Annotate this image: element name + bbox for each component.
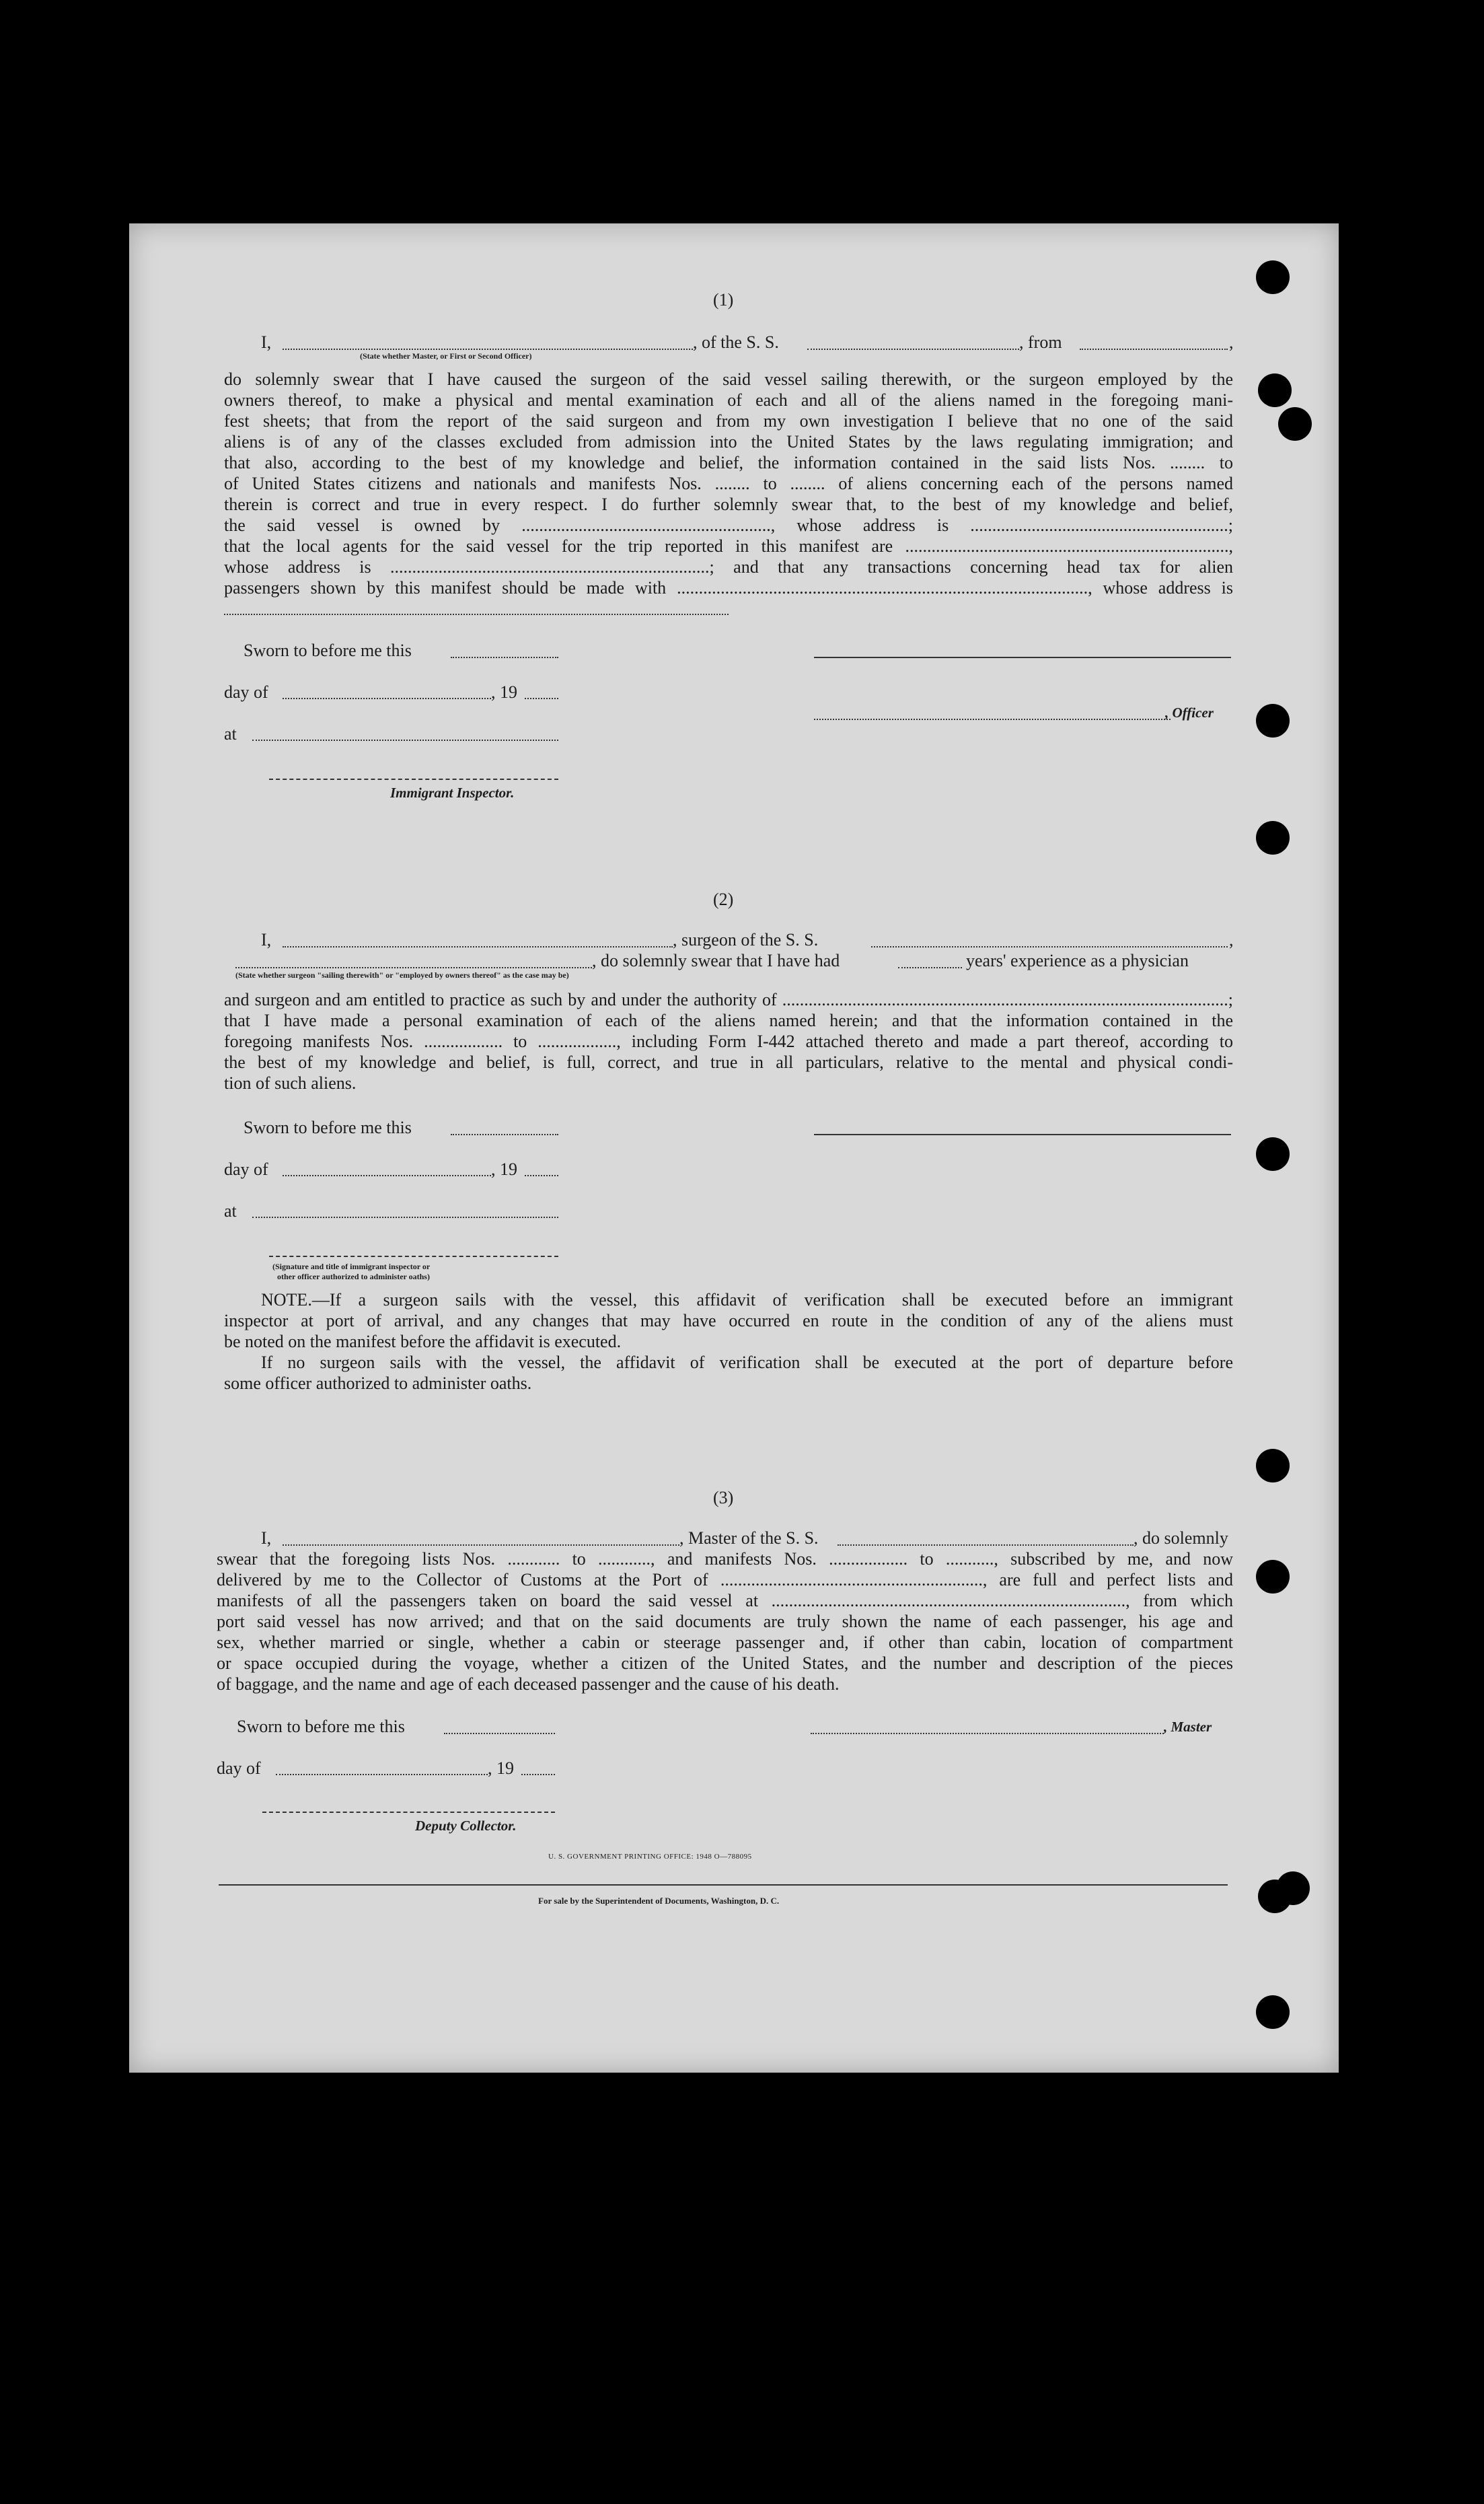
s1-body-line: whose address is .........................................................................; and that any transactions concerning head tax for alien xyxy=(224,557,1233,577)
s2-sworn-label: Sworn to before me this xyxy=(244,1118,412,1137)
punch-hole xyxy=(1256,260,1290,294)
s1-from-label: , from xyxy=(1019,332,1062,352)
s3-i-label: I, xyxy=(261,1528,272,1548)
s2-note-line: some officer authorized to administer oaths. xyxy=(224,1373,532,1393)
gpo-imprint: U. S. GOVERNMENT PRINTING OFFICE: 1948 O—788095 xyxy=(548,1853,752,1861)
s1-of-ss-label: , of the S. S. xyxy=(693,332,779,352)
s1-body-line: that the local agents for the said vessel for the trip reported in this manifest are .........................................................................., xyxy=(224,536,1233,556)
s3-body xyxy=(217,1548,1233,1694)
s2-body xyxy=(224,989,1233,1094)
s1-i-label: I, xyxy=(261,332,272,352)
s2-years-field[interactable] xyxy=(898,967,962,968)
s3-sworn-label: Sworn to before me this xyxy=(237,1717,405,1736)
s1-body-line: that also, according to the best of my knowledge and belief, the information contained in the said lists Nos. ........ to xyxy=(224,453,1233,472)
s1-inspector-label: Immigrant Inspector. xyxy=(390,785,515,801)
s3-day-of-label: day of xyxy=(217,1758,261,1778)
punch-hole xyxy=(1256,821,1290,855)
s3-body-line: delivered by me to the Collector of Customs at the Port of ............................................................, are full and perfect lists and xyxy=(217,1570,1233,1589)
s2-sworn-field[interactable] xyxy=(451,1134,558,1135)
s3-body-line: sex, whether married or single, whether a cabin or steerage passenger and, if other than cabin, location of compartment xyxy=(217,1633,1233,1652)
s2-day-of-label: day of xyxy=(224,1159,268,1179)
punch-hole xyxy=(1276,1871,1310,1905)
punch-hole xyxy=(1256,1560,1290,1594)
s1-body xyxy=(224,369,1233,598)
section-2-number: (2) xyxy=(713,890,734,909)
s2-note-line: If no surgeon sails with the vessel, the affidavit of verification shall be executed at the port of departure before xyxy=(261,1353,1233,1372)
s1-year-label: , 19 xyxy=(491,682,517,702)
s2-body-line: and surgeon and am entitled to practice as such by and under the authority of ......................................................................................................; xyxy=(224,990,1233,1009)
s2-signature-line[interactable] xyxy=(814,1134,1231,1135)
for-sale-line: For sale by the Superintendent of Documents, Washington, D. C. xyxy=(538,1896,780,1906)
s2-note xyxy=(224,1289,1233,1394)
s1-officer-label: , Officer xyxy=(1165,705,1214,721)
s2-note-line: NOTE.—If a surgeon sails with the vessel, this affidavit of verification shall be executed before an immigrant xyxy=(261,1290,1233,1310)
section-3-number: (3) xyxy=(713,1488,734,1507)
s1-body-line: the said vessel is owned by ........................................................., whose address is ...........................................................; xyxy=(224,515,1233,535)
s3-master-field[interactable] xyxy=(811,1733,1164,1734)
s1-year-field[interactable] xyxy=(525,698,558,699)
s2-at-label: at xyxy=(224,1201,237,1221)
s3-body-line: port said vessel has now arrived; and that on the said documents are truly shown the name of each passenger, his age and xyxy=(217,1612,1233,1631)
s2-year-field[interactable] xyxy=(525,1175,558,1176)
s1-body-line: aliens is of any of the classes excluded from admission into the United States by the laws regulating immigration; and xyxy=(224,432,1233,452)
s1-body-line: of United States citizens and nationals and manifests Nos. ........ to ........ of aliens concerning each of the persons named xyxy=(224,474,1233,493)
s3-sworn-field[interactable] xyxy=(444,1733,555,1734)
s1-day-field[interactable] xyxy=(283,698,491,699)
footer-rule xyxy=(219,1884,1228,1886)
s3-collector-line[interactable] xyxy=(262,1812,555,1813)
s3-master-sign-label: , Master xyxy=(1164,1719,1212,1735)
s2-surgeon-note: (State whether surgeon "sailing therewith" or "employed by owners thereof" as the case may be) xyxy=(235,970,569,980)
s2-note-line: inspector at port of arrival, and any changes that may have occurred en route in the condition of any of the aliens must xyxy=(224,1311,1233,1330)
s2-vessel-field[interactable] xyxy=(871,946,1228,947)
s3-body-line: swear that the foregoing lists Nos. ............ to ............, and manifests Nos. .................. to ..........., subscribed by me, and now xyxy=(217,1549,1233,1569)
s2-body-line: the best of my knowledge and belief, is full, correct, and true in all particulars, relative to the mental and physical condi- xyxy=(224,1052,1233,1072)
s2-swear-label: , do solemnly swear that I have had xyxy=(592,951,840,970)
s1-body-line: do solemnly swear that I have caused the surgeon of the said vessel sailing therewith, or the surgeon employed by the xyxy=(224,369,1233,389)
s3-swear-label: , do solemnly xyxy=(1134,1528,1228,1548)
s2-surgeon-name-field[interactable] xyxy=(283,946,673,947)
s2-signature-note-2: other officer authorized to administer oaths) xyxy=(277,1272,430,1281)
s1-officer-name-field[interactable] xyxy=(283,349,693,350)
s2-inspector-line[interactable] xyxy=(269,1256,558,1257)
s1-from-field[interactable] xyxy=(1080,349,1228,350)
s3-body-line: of baggage, and the name and age of each deceased passenger and the cause of his death. xyxy=(217,1674,840,1694)
s3-year-label: , 19 xyxy=(488,1758,514,1778)
s1-address-field[interactable] xyxy=(224,614,729,615)
s2-body-line: that I have made a personal examination of each of the aliens named herein; and that the information contained in the xyxy=(224,1011,1233,1030)
s2-i-label: I, xyxy=(261,930,272,950)
s1-sworn-label: Sworn to before me this xyxy=(244,641,412,660)
s2-day-field[interactable] xyxy=(283,1175,491,1176)
s2-signature-note-1: (Signature and title of immigrant inspector or xyxy=(272,1262,431,1271)
s1-vessel-field[interactable] xyxy=(807,349,1019,350)
s1-master-note: (State whether Master, or First or Second Officer) xyxy=(360,351,532,361)
s2-note-line: be noted on the manifest before the affidavit is executed. xyxy=(224,1332,622,1351)
s1-body-line: fest sheets; that from the report of the said surgeon and from my own investigation I believe that no one of the said xyxy=(224,411,1233,431)
s2-comma: , xyxy=(1229,930,1234,950)
s1-inspector-line[interactable] xyxy=(269,779,558,780)
s3-name-field[interactable] xyxy=(283,1544,679,1546)
punch-hole xyxy=(1256,1449,1290,1482)
s1-body-line: passengers shown by this manifest should be made with .............................................................................................., whose address is xyxy=(224,578,1233,598)
s2-years-label: years' experience as a physician xyxy=(966,951,1189,970)
punch-hole xyxy=(1258,373,1292,407)
punch-hole xyxy=(1256,1995,1290,2029)
s1-officer-field[interactable] xyxy=(814,719,1171,720)
s3-body-line: or space occupied during the voyage, whether a citizen of the United States, and the number and description of the pieces xyxy=(217,1653,1233,1673)
s1-at-field[interactable] xyxy=(252,740,558,741)
s2-body-line: foregoing manifests Nos. .................. to .................., including Form I-442 attached thereto and made a part thereof, according to xyxy=(224,1032,1233,1051)
section-1-number: (1) xyxy=(713,290,734,310)
s3-body-line: manifests of all the passengers taken on board the said vessel at ................................................................................., from which xyxy=(217,1591,1233,1610)
s1-at-label: at xyxy=(224,724,237,744)
s1-sworn-field[interactable] xyxy=(451,657,558,658)
s2-body-line: tion of such aliens. xyxy=(224,1073,357,1093)
s3-year-field[interactable] xyxy=(521,1774,555,1775)
s1-signature-line[interactable] xyxy=(814,657,1231,658)
s3-collector-label: Deputy Collector. xyxy=(415,1818,517,1834)
s1-comma: , xyxy=(1229,332,1234,352)
punch-hole xyxy=(1256,704,1290,738)
s3-vessel-field[interactable] xyxy=(838,1544,1134,1546)
s1-day-of-label: day of xyxy=(224,682,268,702)
s3-master-label: , Master of the S. S. xyxy=(679,1528,819,1548)
s2-year-label: , 19 xyxy=(491,1159,517,1179)
s1-body-line: therein is correct and true in every respect. I do further solemnly swear that, to the best of my knowledge and belief, xyxy=(224,495,1233,514)
s2-at-field[interactable] xyxy=(252,1217,558,1218)
s2-surgeon-label: , surgeon of the S. S. xyxy=(673,930,819,950)
punch-hole xyxy=(1278,407,1312,441)
s1-body-line: owners thereof, to make a physical and mental examination of each and all of the aliens named in the foregoing mani- xyxy=(224,390,1233,410)
s3-day-field[interactable] xyxy=(276,1774,488,1775)
punch-hole xyxy=(1256,1137,1290,1171)
s2-status-field[interactable] xyxy=(235,967,592,968)
